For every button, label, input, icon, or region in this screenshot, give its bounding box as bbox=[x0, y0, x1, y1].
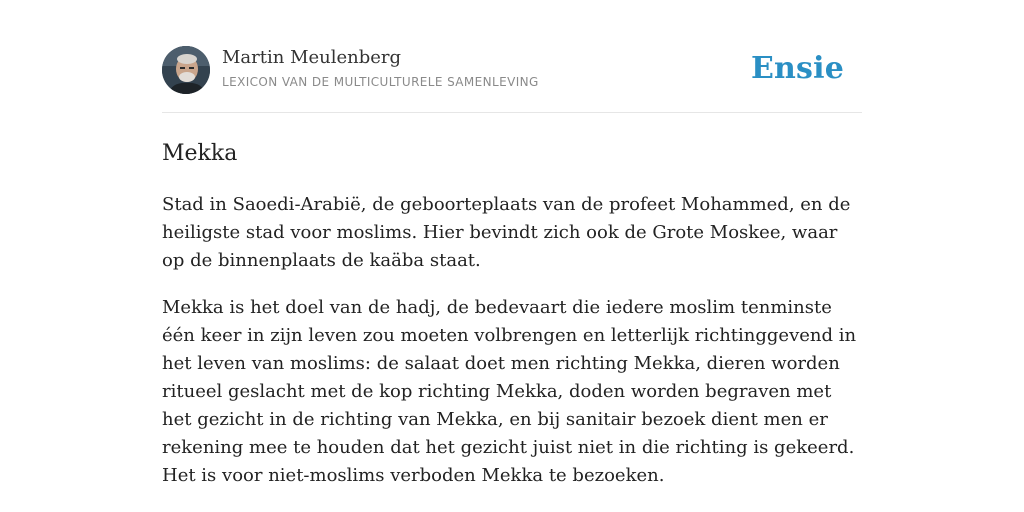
article-paragraph: Stad in Saoedi-Arabië, de geboorteplaats van de profeet Mohammed, en de heiligste stad voor moslims. Hier bevindt zich ook de Grote Moskee, waar op de binnenplaats de kaäba staat. bbox=[162, 194, 851, 271]
avatar-photo-icon bbox=[162, 46, 210, 94]
author-name[interactable]: Martin Meulenberg bbox=[222, 47, 402, 68]
article-paragraph: Mekka is het doel van de hadj, de bedevaart die iedere moslim tenminste één keer in zijn leven zou moeten volbrengen en letterlijk richtinggevend in het leven van moslims: de salaat doet men richting Mekka, dieren worden ritueel geslacht met de kop richting Mekka, doden worden begraven met het gezicht in de richting van Mekka, en bij sanitair bezoek dient men er rekening mee te houden dat het gezicht juist niet in die richting is gekeerd. Het is voor niet-moslims verboden Mekka te bezoeken. bbox=[162, 297, 857, 486]
article-container bbox=[162, 46, 862, 490]
author-avatar[interactable] bbox=[162, 46, 210, 94]
author-subtitle[interactable]: LEXICON VAN DE MULTICULTURELE SAMENLEVING bbox=[222, 75, 539, 89]
article-title: Mekka bbox=[162, 141, 238, 166]
author-header bbox=[162, 46, 862, 113]
brand-logo[interactable]: Ensie bbox=[750, 51, 844, 86]
